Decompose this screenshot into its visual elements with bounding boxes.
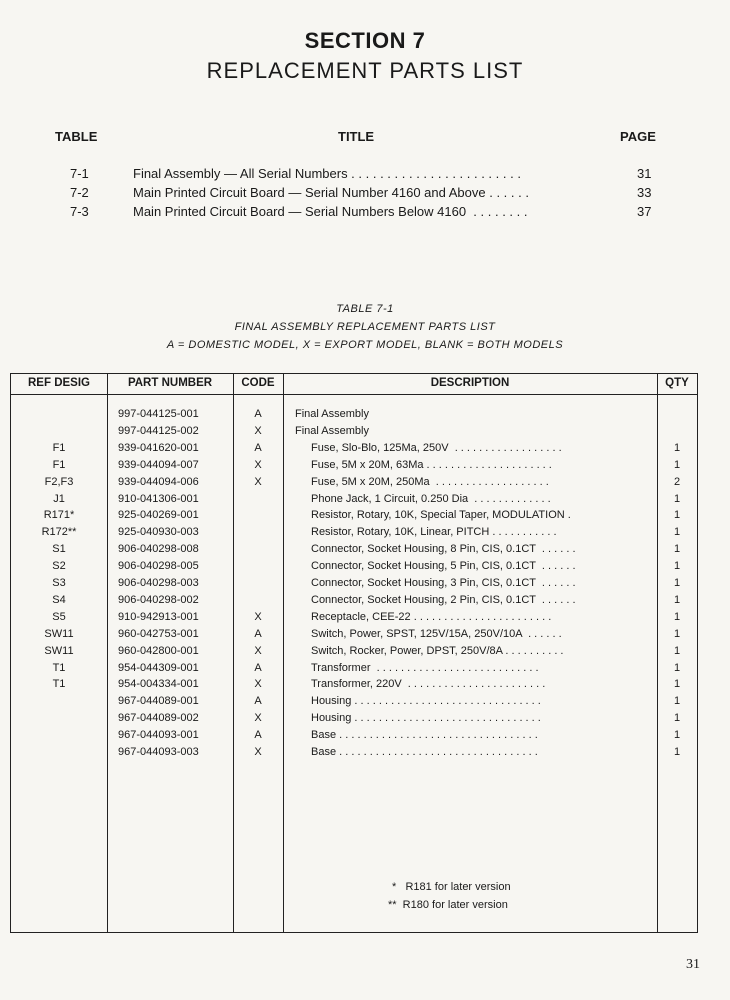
toc-title: Main Printed Circuit Board — Serial Number 4160 and Above . . . . . . xyxy=(133,185,529,200)
qty-cell: 1 xyxy=(673,729,681,742)
qty-cell: 1 xyxy=(673,678,681,691)
description-cell: Transformer, 220V . . . . . . . . . . . . . . . . . . . . . . . xyxy=(311,678,546,691)
table-row xyxy=(11,543,699,560)
table-caption-number: TABLE 7-1 xyxy=(336,303,394,315)
toc-page: 33 xyxy=(637,185,652,200)
part-number-cell: 967-044089-001 xyxy=(118,695,199,708)
part-number-cell: 906-040298-008 xyxy=(118,543,199,556)
description-cell: Fuse, 5M x 20M, 63Ma . . . . . . . . . . . . . . . . . . . . . xyxy=(311,458,552,471)
code-cell: A xyxy=(254,408,262,420)
table-row xyxy=(11,678,699,695)
description-cell: Fuse, 5M x 20M, 250Ma . . . . . . . . . . . . . . . . . . . xyxy=(311,475,549,488)
table-row xyxy=(11,729,699,746)
qty-cell: 1 xyxy=(673,712,681,725)
qty-cell: 1 xyxy=(673,458,681,471)
toc-title: Final Assembly — All Serial Numbers . . . . . . . . . . . . . . . . . . . . . . . . xyxy=(133,166,521,181)
toc-row xyxy=(0,166,730,184)
description-cell: Switch, Power, SPST, 125V/15A, 250V/10A . . . . . . xyxy=(311,627,562,640)
ref-desig-cell: R172** xyxy=(41,526,77,539)
table-row xyxy=(11,712,699,729)
description-cell: Housing . . . . . . . . . . . . . . . . . . . . . . . . . . . . . . . xyxy=(311,695,541,708)
parts-table xyxy=(10,373,698,933)
table-row xyxy=(11,476,699,493)
ref-desig-cell: F1 xyxy=(52,441,66,454)
description-cell: Base . . . . . . . . . . . . . . . . . . . . . . . . . . . . . . . . . xyxy=(311,729,538,742)
table-row xyxy=(11,526,699,543)
qty-cell: 1 xyxy=(673,441,681,454)
qty-cell: 1 xyxy=(673,610,681,623)
qty-cell: 1 xyxy=(673,577,681,589)
code-cell: X xyxy=(254,746,262,758)
qty-cell: 1 xyxy=(673,492,681,505)
description-cell: Resistor, Rotary, 10K, Linear, PITCH . . . . . . . . . . . xyxy=(311,526,557,539)
table-row xyxy=(11,442,699,459)
part-number-cell: 925-040269-001 xyxy=(118,509,199,522)
toc-table-number: 7-1 xyxy=(70,166,89,181)
toc-header-table: TABLE xyxy=(55,129,98,144)
table-row xyxy=(11,662,699,679)
table-row xyxy=(11,459,699,476)
column-header-code: CODE xyxy=(241,377,275,389)
toc-header-page: PAGE xyxy=(620,129,656,144)
toc-row xyxy=(0,185,730,203)
description-cell: Receptacle, CEE-22 . . . . . . . . . . . . . . . . . . . . . . . xyxy=(311,610,552,623)
part-number-cell: 954-044309-001 xyxy=(118,661,199,674)
table-row xyxy=(11,577,699,594)
code-cell: A xyxy=(254,441,262,454)
ref-desig-cell: J1 xyxy=(53,492,65,505)
qty-cell: 1 xyxy=(673,644,681,657)
qty-cell: 1 xyxy=(673,661,681,674)
toc-header-title: TITLE xyxy=(338,129,375,144)
table-row xyxy=(11,560,699,577)
ref-desig-cell: F2,F3 xyxy=(44,475,74,488)
toc-page: 31 xyxy=(637,166,652,181)
column-header-ref-desig: REF DESIG xyxy=(28,377,90,389)
description-cell: Housing . . . . . . . . . . . . . . . . . . . . . . . . . . . . . . . xyxy=(311,712,541,725)
section-subtitle: REPLACEMENT PARTS LIST xyxy=(206,58,524,83)
code-cell: X xyxy=(254,644,262,657)
ref-desig-cell: S4 xyxy=(52,593,66,606)
code-cell: A xyxy=(254,695,262,708)
toc-row xyxy=(0,204,730,222)
table-row xyxy=(11,594,699,611)
table-row xyxy=(11,746,699,763)
table-row xyxy=(11,408,699,425)
description-cell: Connector, Socket Housing, 8 Pin, CIS, 0.1CT . . . . . . xyxy=(311,543,576,556)
code-cell: X xyxy=(254,458,262,471)
qty-cell: 2 xyxy=(673,475,681,488)
table-row xyxy=(11,695,699,712)
part-number-cell: 967-044089-002 xyxy=(118,712,199,725)
code-cell: X xyxy=(254,712,262,725)
ref-desig-cell: SW11 xyxy=(44,644,74,657)
ref-desig-cell: T1 xyxy=(52,678,66,691)
table-row xyxy=(11,493,699,510)
table-row xyxy=(11,645,699,662)
part-number-cell: 939-041620-001 xyxy=(118,441,199,454)
part-number-cell: 925-040930-003 xyxy=(118,526,199,539)
ref-desig-cell: SW11 xyxy=(44,627,74,640)
qty-cell: 1 xyxy=(673,746,681,758)
table-caption-legend: A = DOMESTIC MODEL, X = EXPORT MODEL, BLANK = BOTH MODELS xyxy=(166,339,564,351)
code-cell: A xyxy=(254,729,262,742)
description-cell: Connector, Socket Housing, 5 Pin, CIS, 0.1CT . . . . . . xyxy=(311,560,576,573)
part-number-cell: 997-044125-002 xyxy=(118,424,199,437)
part-number-cell: 967-044093-003 xyxy=(118,746,199,758)
qty-cell: 1 xyxy=(673,560,681,573)
ref-desig-cell: F1 xyxy=(52,458,66,471)
section-heading: SECTION 7 xyxy=(304,28,426,53)
qty-cell: 1 xyxy=(673,627,681,640)
description-cell: Transformer . . . . . . . . . . . . . . . . . . . . . . . . . . . xyxy=(311,661,539,674)
toc-table-number: 7-3 xyxy=(70,204,89,219)
ref-desig-cell: S1 xyxy=(52,543,66,556)
footnote-double-asterisk: ** R180 for later version xyxy=(388,899,508,911)
part-number-cell: 960-042800-001 xyxy=(118,644,199,657)
qty-cell: 1 xyxy=(673,526,681,539)
code-cell: A xyxy=(254,661,262,674)
part-number-cell: 910-041306-001 xyxy=(118,492,199,505)
description-cell: Switch, Rocker, Power, DPST, 250V/8A . . . . . . . . . . xyxy=(311,644,564,657)
column-header-part-number: PART NUMBER xyxy=(127,377,213,389)
table-row xyxy=(11,611,699,628)
description-cell: Final Assembly xyxy=(295,424,369,437)
qty-cell: 1 xyxy=(673,509,681,522)
toc-title: Main Printed Circuit Board — Serial Numbers Below 4160 . . . . . . . . xyxy=(133,204,528,219)
part-number-cell: 906-040298-003 xyxy=(118,577,199,589)
ref-desig-cell: S3 xyxy=(52,577,66,589)
qty-cell: 1 xyxy=(673,695,681,708)
description-cell: Resistor, Rotary, 10K, Special Taper, MODULATION . xyxy=(311,509,571,522)
code-cell: X xyxy=(254,610,262,623)
part-number-cell: 997-044125-001 xyxy=(118,408,199,420)
code-cell: X xyxy=(254,475,262,488)
code-cell: A xyxy=(254,627,262,640)
description-cell: Connector, Socket Housing, 3 Pin, CIS, 0.1CT . . . . . . xyxy=(311,577,576,589)
part-number-cell: 960-042753-001 xyxy=(118,627,199,640)
part-number-cell: 906-040298-005 xyxy=(118,560,199,573)
part-number-cell: 910-942913-001 xyxy=(118,610,199,623)
part-number-cell: 939-044094-006 xyxy=(118,475,199,488)
toc-table-number: 7-2 xyxy=(70,185,89,200)
table-row xyxy=(11,509,699,526)
part-number-cell: 906-040298-002 xyxy=(118,593,199,606)
ref-desig-cell: R171* xyxy=(43,509,75,522)
ref-desig-cell: S2 xyxy=(52,560,66,573)
column-header-qty: QTY xyxy=(665,377,689,389)
ref-desig-cell: T1 xyxy=(52,661,66,674)
description-cell: Connector, Socket Housing, 2 Pin, CIS, 0.1CT . . . . . . xyxy=(311,593,576,606)
qty-cell: 1 xyxy=(673,543,681,556)
part-number-cell: 954-004334-001 xyxy=(118,678,199,691)
table-header-divider xyxy=(11,394,697,395)
part-number-cell: 939-044094-007 xyxy=(118,458,199,471)
code-cell: X xyxy=(254,424,262,437)
page-number: 31 xyxy=(686,957,700,972)
code-cell: X xyxy=(254,678,262,691)
table-caption-title: FINAL ASSEMBLY REPLACEMENT PARTS LIST xyxy=(234,321,496,333)
description-cell: Phone Jack, 1 Circuit, 0.250 Dia . . . . . . . . . . . . . xyxy=(311,492,551,505)
description-cell: Base . . . . . . . . . . . . . . . . . . . . . . . . . . . . . . . . . xyxy=(311,746,538,758)
description-cell: Fuse, Slo-Blo, 125Ma, 250V . . . . . . . . . . . . . . . . . . xyxy=(311,441,562,454)
part-number-cell: 967-044093-001 xyxy=(118,729,199,742)
table-row xyxy=(11,628,699,645)
table-row xyxy=(11,425,699,442)
ref-desig-cell: S5 xyxy=(52,610,66,623)
footnote-single-asterisk: * R181 for later version xyxy=(392,881,511,893)
qty-cell: 1 xyxy=(673,593,681,606)
description-cell: Final Assembly xyxy=(295,408,369,420)
column-header-description: DESCRIPTION xyxy=(430,377,510,389)
toc-page: 37 xyxy=(637,204,652,219)
